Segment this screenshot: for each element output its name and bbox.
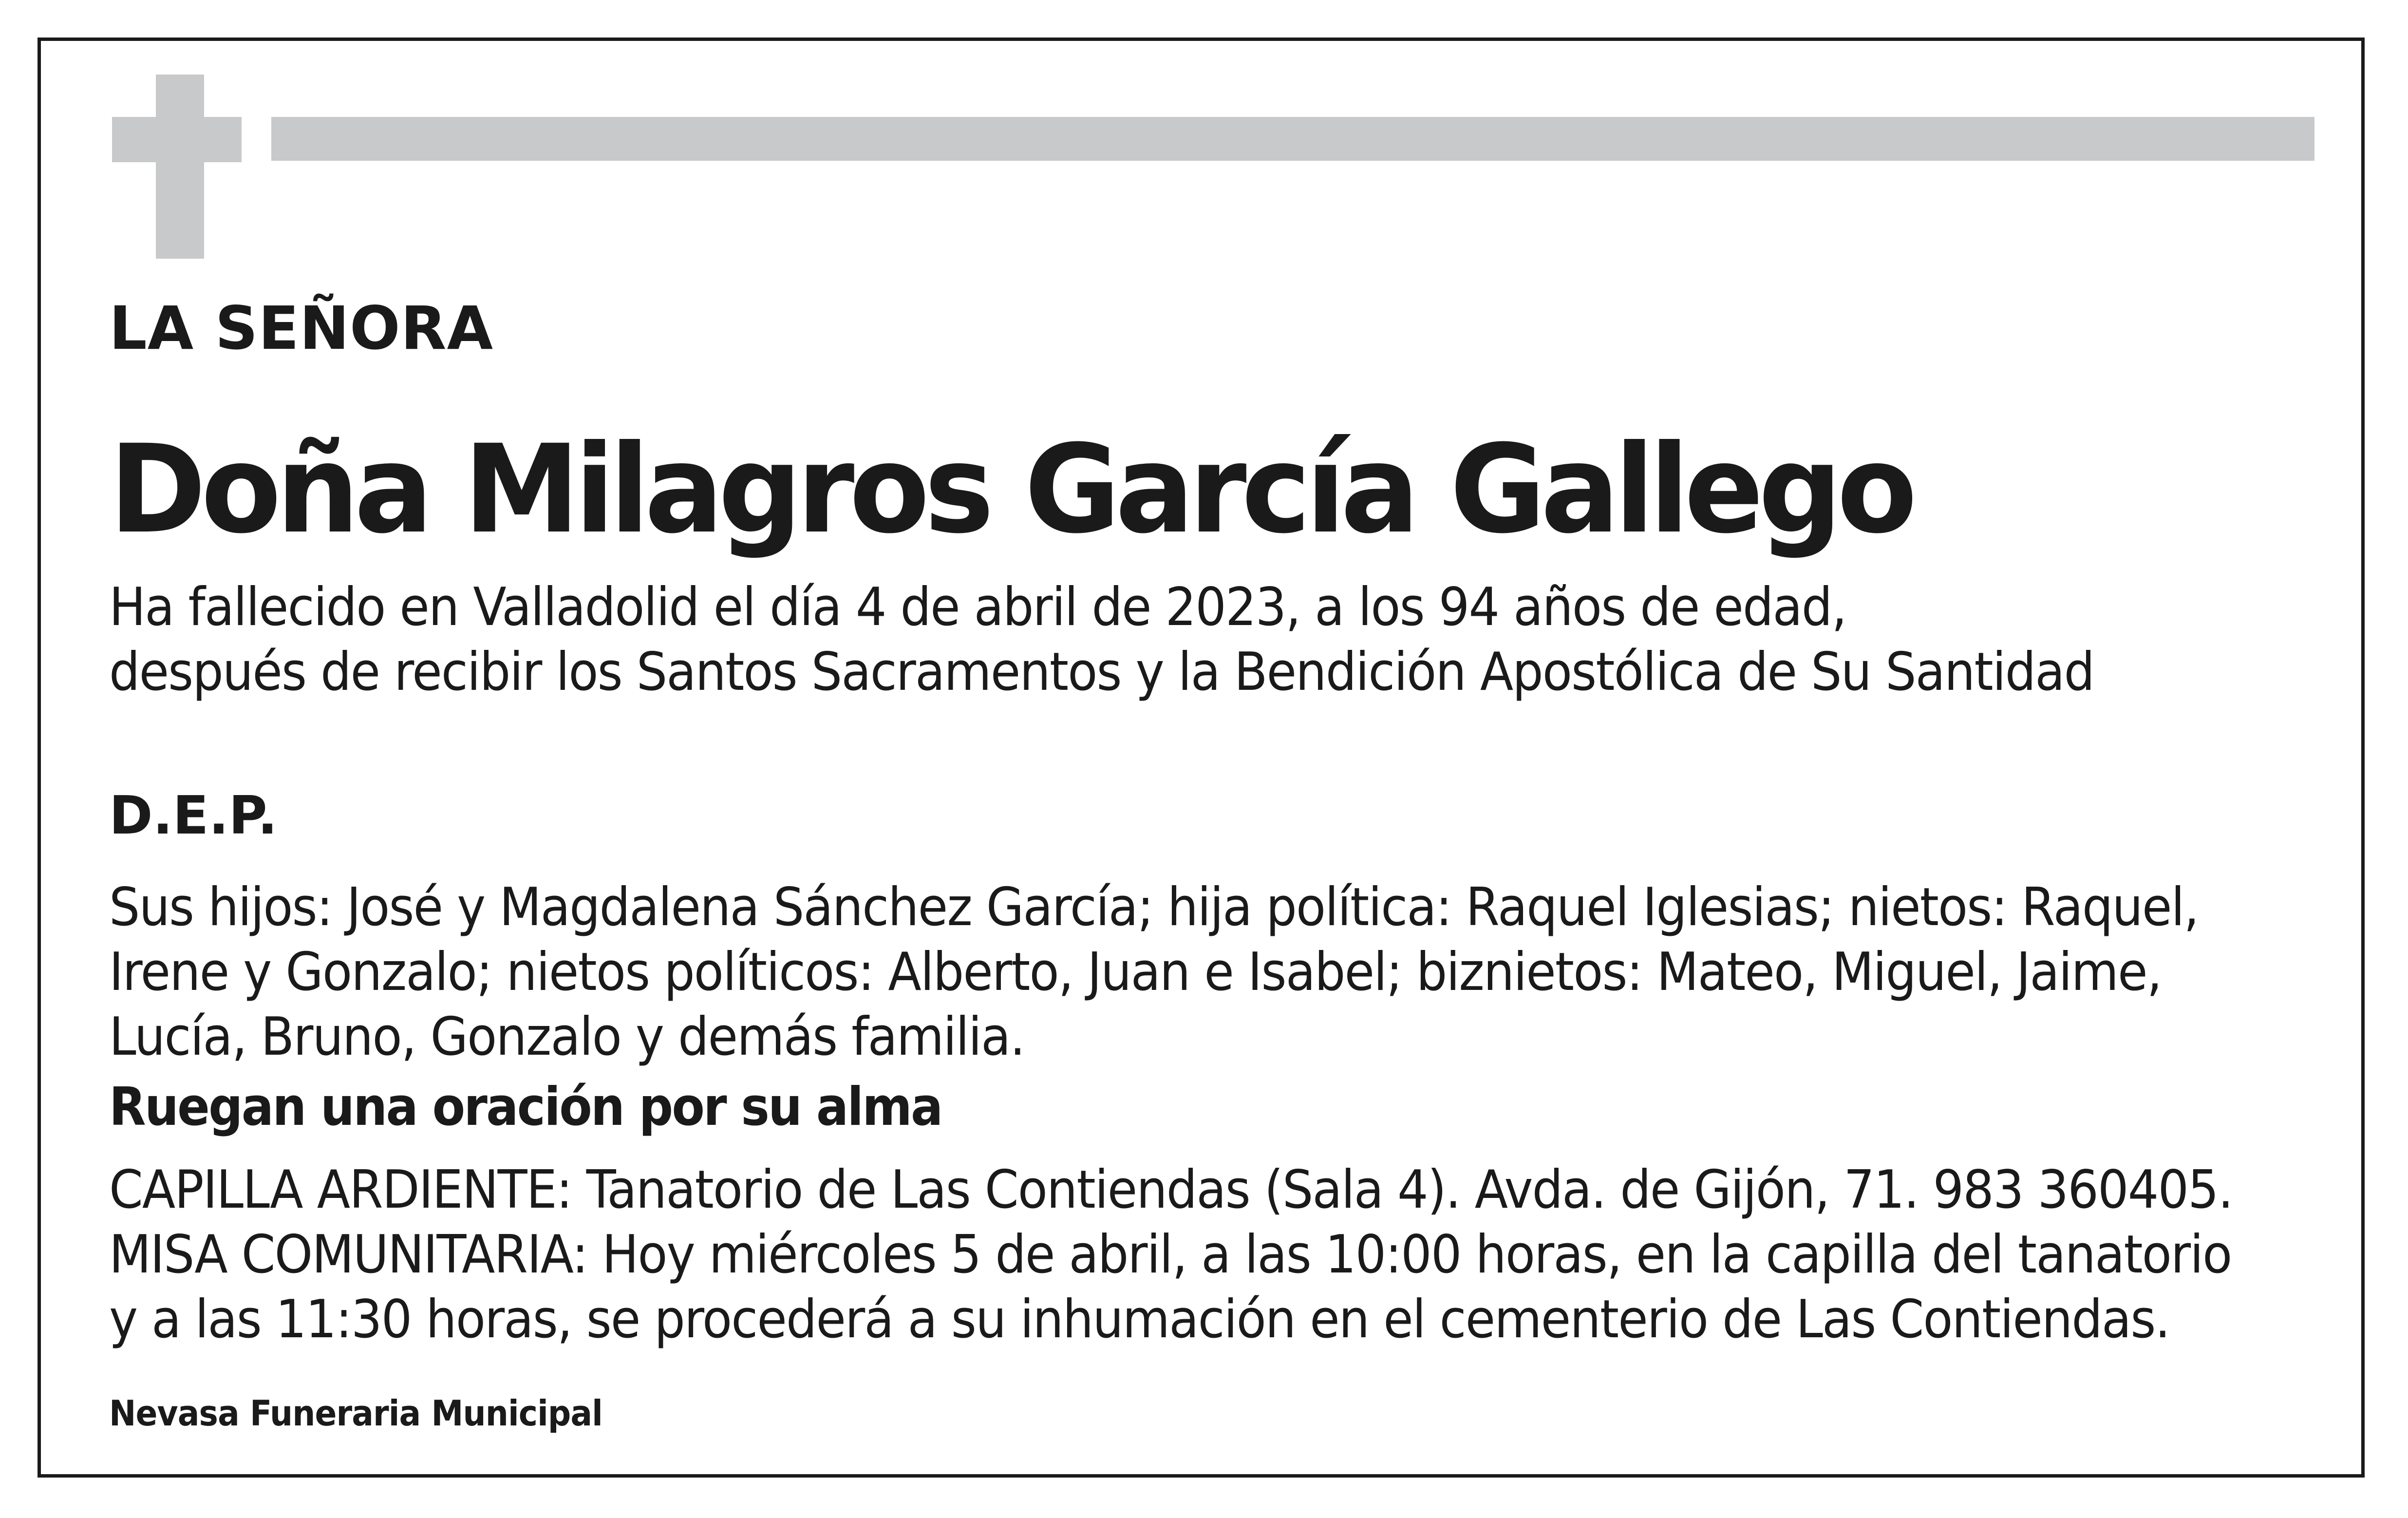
honorific: LA SEÑORA — [109, 294, 494, 363]
rest-in-peace: D.E.P. — [109, 785, 278, 846]
family-line: Irene y Gonzalo; nietos políticos: Alberto, Juan e Isabel; biznietos: Mateo, Miguel, Jaime, — [109, 942, 2162, 1003]
family-list — [109, 875, 2198, 1069]
family-line: Lucía, Bruno, Gonzalo y demás familia. — [109, 1006, 1025, 1067]
cross-icon-arm — [112, 117, 242, 162]
death-announcement — [109, 575, 2094, 704]
announcement-line: después de recibir los Santos Sacramentos y la Bendición Apostólica de Su Santidad — [109, 642, 2094, 702]
service-line: MISA COMUNITARIA: Hoy miércoles 5 de abril, a las 10:00 horas, en la capilla del tanatorio — [109, 1224, 2232, 1285]
service-details — [109, 1157, 2233, 1352]
prayer-request: Ruegan una oración por su alma — [109, 1077, 942, 1138]
service-line: CAPILLA ARDIENTE: Tanatorio de Las Contiendas (Sala 4). Avda. de Gijón, 71. 983 360405. — [109, 1159, 2233, 1220]
announcement-line: Ha fallecido en Valladolid el día 4 de abril de 2023, a los 94 años de edad, — [109, 577, 1846, 638]
header-bar — [271, 117, 2314, 161]
deceased-name: Doña Milagros García Gallego — [109, 418, 1912, 560]
service-line: y a las 11:30 horas, se procederá a su inhumación en el cementerio de Las Contiendas. — [109, 1289, 2170, 1350]
family-line: Sus hijos: José y Magdalena Sánchez García; hija política: Raquel Iglesias; nietos: Raquel, — [109, 877, 2199, 938]
cross-icon — [156, 75, 204, 259]
funeral-home: Nevasa Funeraria Municipal — [109, 1393, 602, 1434]
